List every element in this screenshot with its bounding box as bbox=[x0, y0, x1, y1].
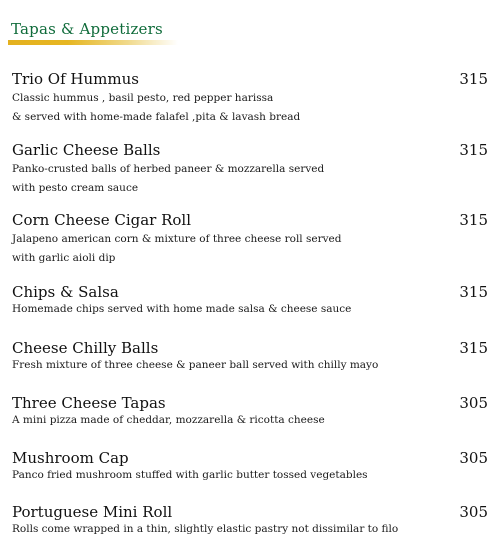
section-title: Tapas & Appetizers bbox=[11, 20, 163, 38]
item-price: 305 bbox=[459, 394, 488, 412]
item-description-line: & served with home-made falafel ,pita & lavash bread bbox=[12, 111, 301, 123]
item-description-line: Rolls come wrapped in a thin, slightly elastic pastry not dissimilar to filo bbox=[12, 523, 399, 535]
item-name: Portuguese Mini Roll bbox=[12, 503, 173, 521]
item-name: Cheese Chilly Balls bbox=[12, 339, 159, 357]
item-name: Trio Of Hummus bbox=[12, 70, 139, 88]
title-underline bbox=[8, 40, 178, 45]
item-description bbox=[12, 302, 452, 316]
item-description-line: Classic hummus , basil pesto, red pepper harissa bbox=[12, 92, 274, 104]
item-price: 305 bbox=[459, 503, 488, 521]
item-description bbox=[12, 522, 452, 536]
item-price: 315 bbox=[459, 339, 488, 357]
item-description-line: Panko-crusted balls of herbed paneer & mozzarella served bbox=[12, 163, 325, 175]
item-price: 305 bbox=[459, 449, 488, 467]
item-name: Mushroom Cap bbox=[12, 449, 129, 467]
item-description bbox=[12, 468, 452, 482]
item-description-line: Homemade chips served with home made salsa & cheese sauce bbox=[12, 303, 352, 315]
item-description-line: with garlic aioli dip bbox=[12, 252, 116, 264]
item-price: 315 bbox=[459, 211, 488, 229]
item-description bbox=[12, 358, 452, 372]
item-description-line: with pesto cream sauce bbox=[12, 182, 139, 194]
item-description-line: A mini pizza made of cheddar, mozzarella & ricotta cheese bbox=[12, 414, 325, 426]
item-description-line: Fresh mixture of three cheese & paneer ball served with chilly mayo bbox=[12, 359, 379, 371]
item-name: Garlic Cheese Balls bbox=[12, 141, 161, 159]
item-name: Chips & Salsa bbox=[12, 283, 119, 301]
item-price: 315 bbox=[459, 141, 488, 159]
item-price: 315 bbox=[459, 283, 488, 301]
item-description bbox=[12, 89, 452, 127]
item-description bbox=[12, 230, 452, 268]
item-name: Corn Cheese Cigar Roll bbox=[12, 211, 192, 229]
item-price: 315 bbox=[459, 70, 488, 88]
item-description bbox=[12, 413, 452, 427]
item-name: Three Cheese Tapas bbox=[12, 394, 166, 412]
item-description-line: Panco fried mushroom stuffed with garlic butter tossed vegetables bbox=[12, 469, 368, 481]
item-description-line: Jalapeno american corn & mixture of three cheese roll served bbox=[12, 233, 342, 245]
item-description bbox=[12, 160, 452, 198]
